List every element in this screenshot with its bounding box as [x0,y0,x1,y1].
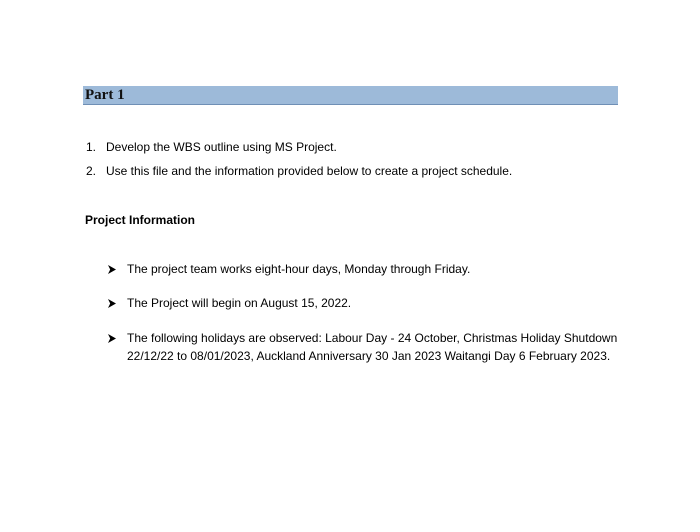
step-text: Develop the WBS outline using MS Project. [106,140,337,154]
arrowhead-bullet-icon [108,265,116,274]
part-heading: Part 1 [85,87,125,103]
bullet-text: The Project will begin on August 15, 2022. [127,296,352,310]
arrowhead-bullet-icon [108,299,116,308]
step-item [86,163,646,187]
step-number: 1. [86,140,97,154]
bullet-item [108,261,628,295]
bullet-text: The following holidays are observed: Labour Day - 24 October, Christmas Holiday Shutdown 22/12/22 to 08/01/2023, Auckland Anniversary 30 Jan 2023 Waitangi Day 6 February 2023. [127,331,618,363]
bullet-item [108,295,628,330]
step-text: Use this file and the information provided below to create a project schedule. [106,164,513,178]
part-header-bar [83,86,618,105]
step-item [86,139,646,163]
project-information-title: Project Information [85,213,196,227]
step-number: 2. [86,164,97,178]
steps-list [86,139,646,187]
arrowhead-bullet-icon [108,334,116,343]
bullet-text: The project team works eight-hour days, Monday through Friday. [127,262,471,276]
project-info-bullets [108,261,628,365]
bullet-item [108,330,628,365]
